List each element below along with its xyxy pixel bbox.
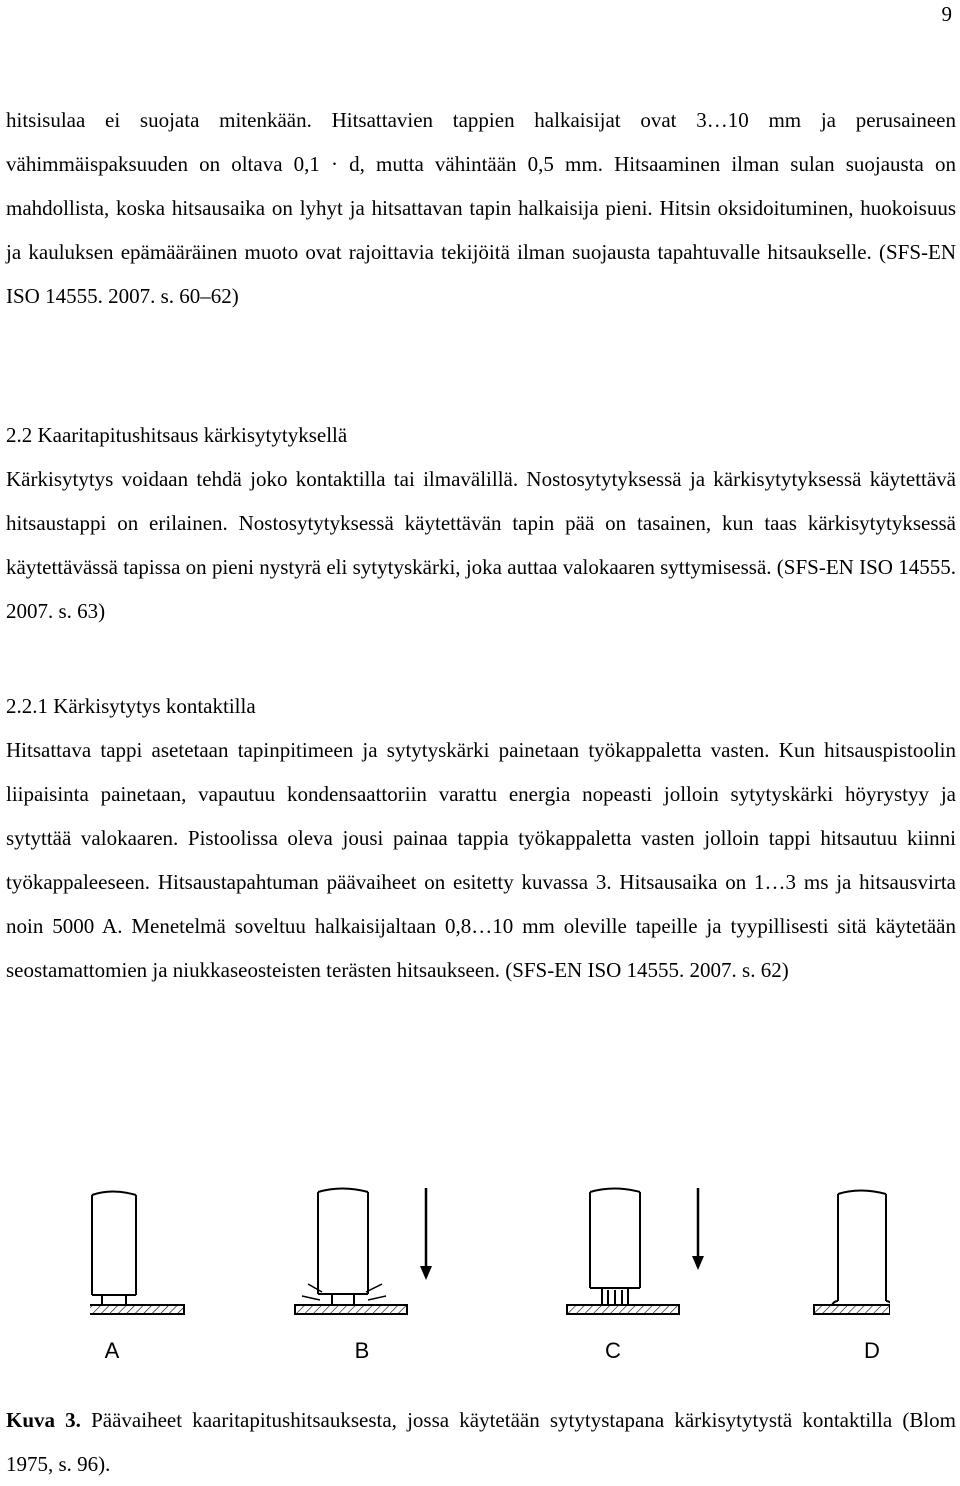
heading-2-2: 2.2 Kaaritapitushitsaus kärkisytytyksellä — [6, 423, 348, 447]
label-c: C — [605, 1338, 621, 1363]
paragraph-3: Hitsattava tappi asetetaan tapinpitimeen ja sytytyskärki painetaan työkappaletta vasten. Kun hitsauspistoolin liipaisinta painetaan, vapautuu kondensaattoriin varattu energia nopeasti jolloin sytytyskärki höyrystyy ja sytyttää valokaaren. Pistoolissa oleva jousi painaa tappia työkappaletta vasten jolloin tappi hitsautuu kiinni työkappaleeseen. Hitsaustapahtuman päävaiheet on esitetty kuvassa 3. Hitsausaika on 1…3 ms ja hitsausvirta noin 5000 A. Menetelmä soveltuu halkaisijaltaan 0,8…10 mm oleville tapeille ja tyypillisesti sitä käytetään seostamattomien ja niukkaseosteisten terästen hitsaukseen. (SFS-EN ISO 14555. 2007. s. 62) — [6, 738, 956, 982]
stage-b — [295, 1188, 432, 1314]
section-2-2 — [6, 413, 956, 633]
paragraph-1: hitsisulaa ei suojata mitenkään. Hitsattavien tappien halkaisijat ovat 3…10 mm ja perusaineen vähimmäispaksuuden on oltava 0,1 · d, mutta vähintään 0,5 mm. Hitsaaminen ilman sulan suojausta on mahdollista, koska hitsausaika on lyhyt ja hitsattavan tapin halkaisija pieni. Hitsin oksidoituminen, huokoisuus ja kauluksen epämääräinen muoto ovat rajoittavia tekijöitä ilman suojausta tapahtuvalle hitsaukselle. (SFS-EN ISO 14555. 2007. s. 60–62) — [6, 108, 956, 308]
caption-text: Päävaiheet kaaritapitushitsauksesta, jossa käytetään sytytystapana kärkisytytystä kontaktilla (Blom 1975, s. 96). — [6, 1408, 956, 1476]
label-d: D — [864, 1338, 880, 1363]
stage-c — [567, 1188, 704, 1314]
label-a: A — [104, 1338, 120, 1363]
stage-a — [90, 1180, 184, 1314]
label-b: B — [354, 1338, 370, 1363]
caption-label: Kuva 3. — [6, 1408, 81, 1432]
paragraph-intro — [6, 98, 956, 318]
figure-3 — [90, 1180, 890, 1380]
stud-welding-diagram — [90, 1180, 890, 1380]
paragraph-2: Kärkisytytys voidaan tehdä joko kontaktilla tai ilmavälillä. Nostosytytyksessä ja kärkisytytyksessä käytettävä hitsaustappi on erilainen. Nostosytytyksessä käytettävän tapin pää on tasainen, kun taas kärkisytytyksessä käytettävässä tapissa on pieni nystyrä eli sytytyskärki, joka auttaa valokaaren syttymisessä. (SFS-EN ISO 14555. 2007. s. 63) — [6, 467, 956, 623]
page-number: 9 — [941, 2, 952, 26]
stage-d — [814, 1191, 890, 1315]
heading-2-2-1: 2.2.1 Kärkisytytys kontaktilla — [6, 694, 256, 718]
section-2-2-1 — [6, 684, 956, 992]
figure-caption — [6, 1398, 956, 1486]
